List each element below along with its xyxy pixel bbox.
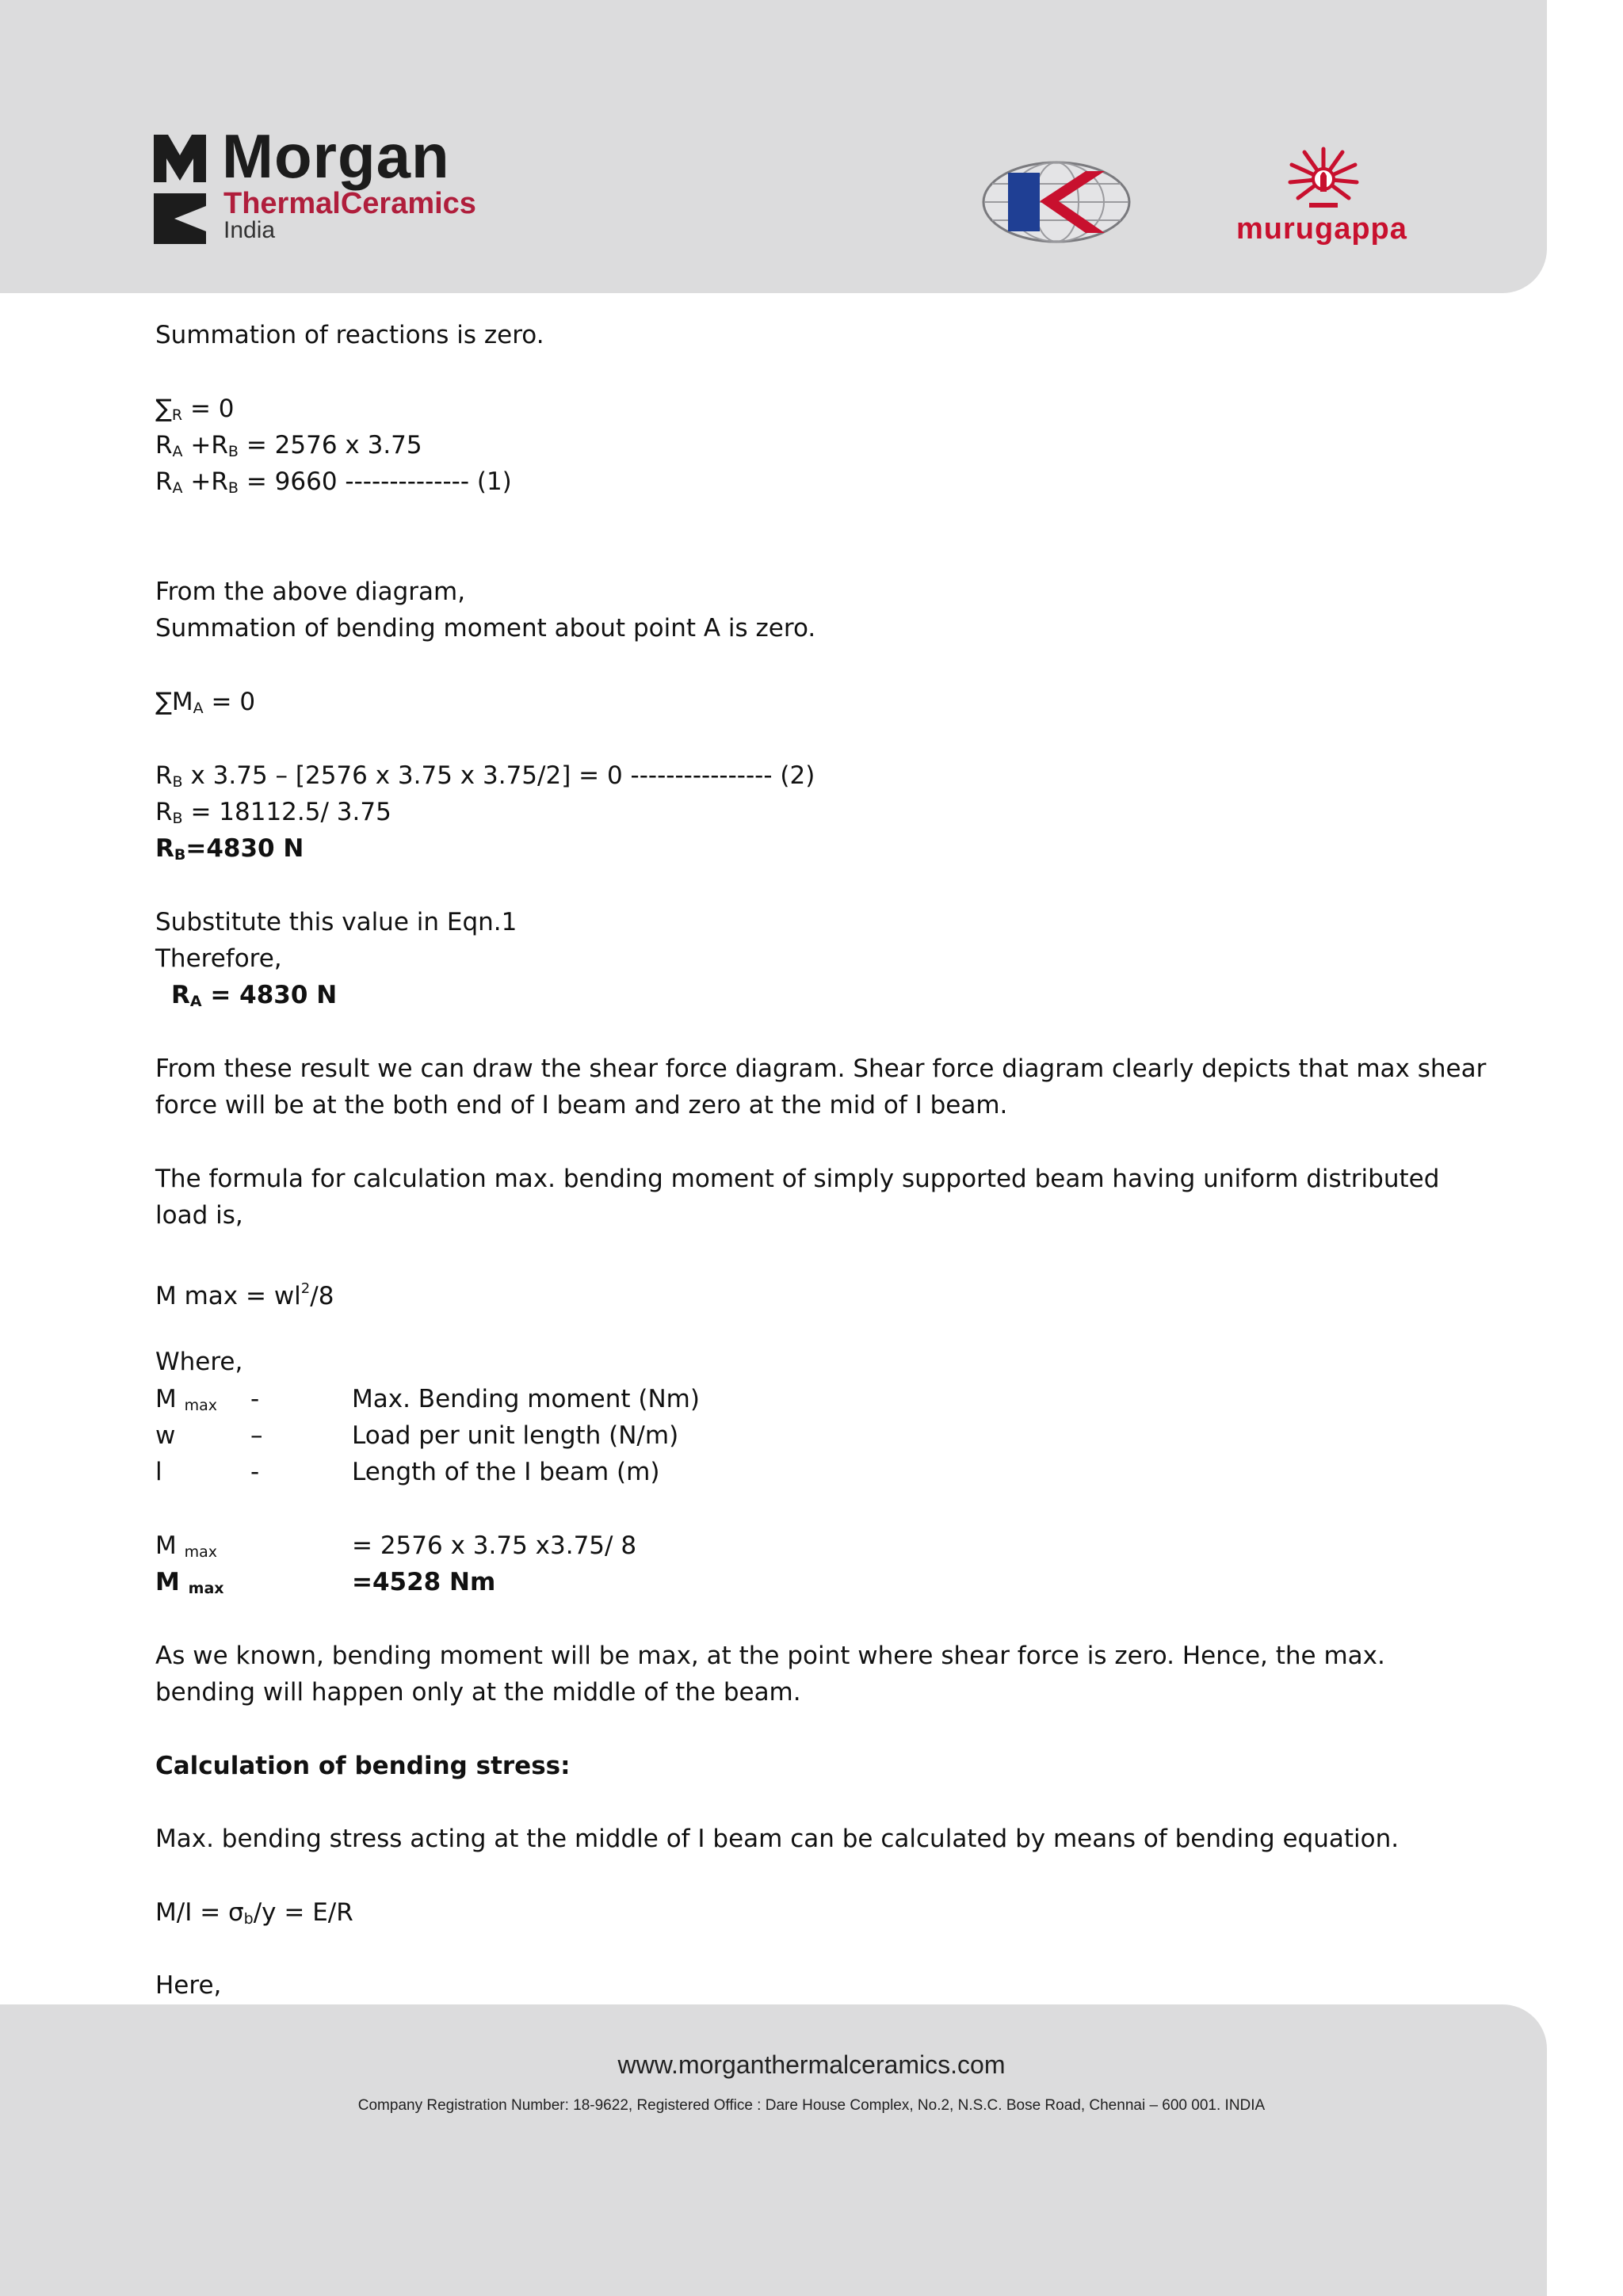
result-ra: $R_A = 4830$ N bbox=[171, 981, 338, 1011]
text-line: Therefore, bbox=[155, 944, 282, 974]
k-globe-logo-icon bbox=[981, 160, 1132, 244]
header-band bbox=[0, 0, 1547, 293]
text-line: The formula for calculation max. bending moment of simply supported beam having uniform distributed bbox=[155, 1164, 1440, 1193]
company-name: Morgan bbox=[222, 121, 450, 191]
equation-rb-division: $R_B = 18112.5/$ 3.75 bbox=[155, 797, 391, 827]
section-heading: Calculation of bending stress: bbox=[155, 1751, 571, 1780]
text-line: Max. bending stress acting at the middle of I beam can be calculated by means of bending equation. bbox=[155, 1825, 1400, 1854]
partner-brand: murugappa bbox=[1236, 212, 1407, 246]
calc-max-moment: M $_{max}$ = 2576 x 3.75 x3.75/ 8 bbox=[155, 1531, 637, 1561]
formula-max-moment: M $\max = wl^2/8$ bbox=[155, 1280, 334, 1310]
footer-band bbox=[0, 2004, 1547, 2296]
text-line: From the above diagram, bbox=[155, 578, 466, 607]
text-line: bending will happen only at the middle of the beam. bbox=[155, 1677, 801, 1707]
equation-sum-moment: $\sum M_A = 0$ bbox=[155, 687, 256, 717]
equation-2: $R_B$ x 3.75 – [2576 x 3.75 x 3.75/2] = 0 ---------------- (2) bbox=[155, 761, 815, 791]
equation-reactions-product: $R_A +R_B = 2576$ x 3.75 bbox=[155, 430, 422, 460]
text-line: load is, bbox=[155, 1201, 243, 1230]
morgan-logo-mark-icon bbox=[154, 135, 206, 244]
bending-equation: $M/I = \sigma_b/y = E/R$ bbox=[155, 1897, 353, 1928]
where-row: M $_{max}$ - Max. Bending moment (Nm) bbox=[155, 1384, 700, 1414]
result-max-moment: M $_{max}$ =4528 Nm bbox=[155, 1568, 496, 1598]
text-line: Substitute this value in Eqn.1 bbox=[155, 907, 517, 936]
company-region: India bbox=[223, 217, 276, 243]
equation-sum-reactions: $\sum_R = 0$ bbox=[155, 394, 235, 424]
where-row: l - Length of the I beam (m) bbox=[155, 1458, 660, 1487]
equation-1: $R_A +R_B = 9660$ -------------- (1) bbox=[155, 467, 512, 498]
text-line: Here, bbox=[155, 1971, 222, 2000]
company-subtitle: ThermalCeramics bbox=[223, 187, 476, 220]
document-body bbox=[155, 317, 1487, 2004]
footer-website-link[interactable]: www.morganthermalceramics.com bbox=[617, 2050, 1006, 2079]
result-rb: $R_B=4830$ N bbox=[155, 834, 304, 864]
where-row: w – Load per unit length (N/m) bbox=[155, 1421, 679, 1450]
footer-registration: Company Registration Number: 18-9622, Registered Office : Dare House Complex, No.2, N.S.C. Bose Road, Chennai – 600 001. INDIA bbox=[357, 2097, 1266, 2114]
text-line: As we known, bending moment will be max, at the point where shear force is zero. Hence, the max. bbox=[155, 1641, 1385, 1670]
text-line: Summation of bending moment about point A is zero. bbox=[155, 614, 816, 643]
text-line: Summation of reactions is zero. bbox=[155, 321, 544, 349]
text-line: force will be at the both end of I beam and zero at the mid of I beam. bbox=[155, 1091, 1008, 1120]
text-line: Where, bbox=[155, 1348, 243, 1377]
murugappa-peacock-icon bbox=[1285, 144, 1361, 212]
text-line: From these result we can draw the shear force diagram. Shear force diagram clearly depicts that max shear bbox=[155, 1054, 1487, 1083]
